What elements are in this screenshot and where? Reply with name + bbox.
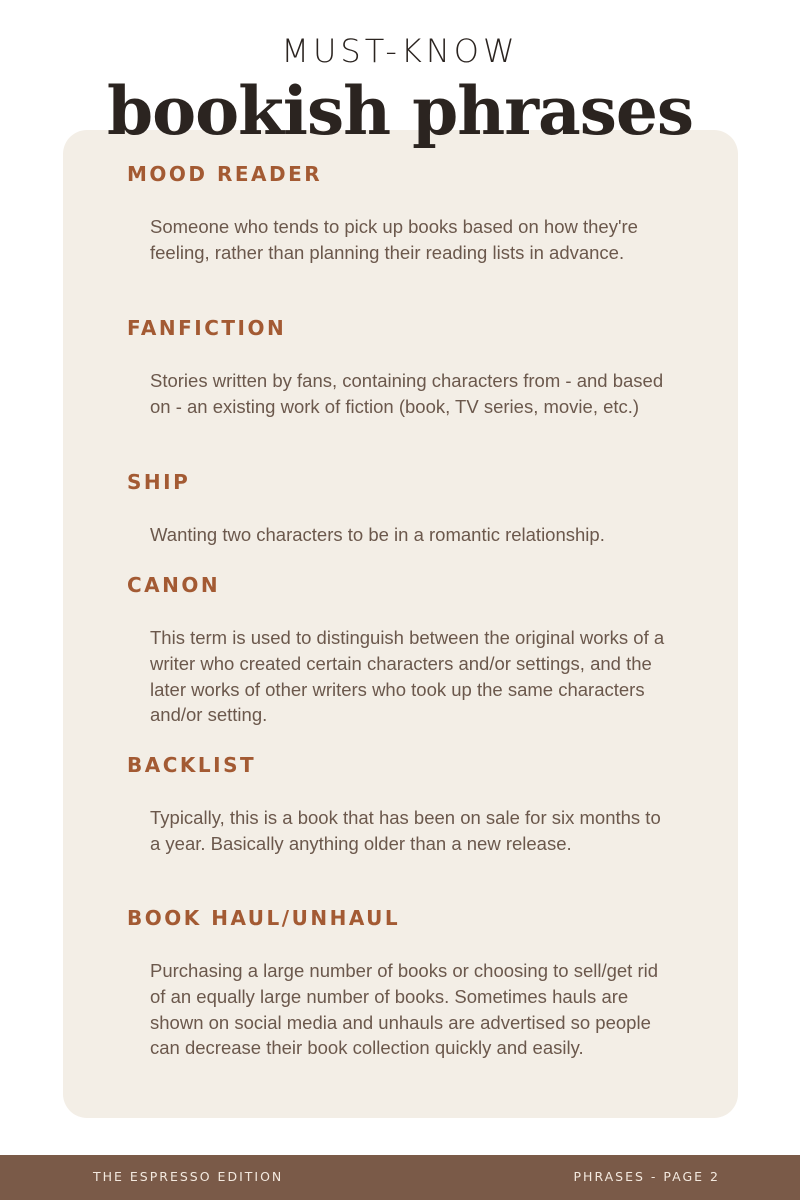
phrase-definition: Wanting two characters to be in a romantic relationship. [150, 524, 605, 545]
footer-edition-label: THE ESPRESSO EDITION [93, 1169, 284, 1184]
phrase-term: BOOK HAUL/UNHAUL [127, 906, 401, 930]
phrase-definition: Someone who tends to pick up books based on how they're feeling, rather than planning their reading lists in advance. [150, 216, 638, 263]
phrase-entry-book-haul-unhaul [127, 905, 687, 1061]
phrase-entry-ship [127, 469, 687, 548]
phrase-definition: Purchasing a large number of books or choosing to sell/get rid of an equally large number of books. Sometimes hauls are shown on social media and unhauls are advertised so people can decrease their book collection quickly and easily. [150, 960, 659, 1059]
phrase-term: MOOD READER [127, 162, 323, 186]
phrase-entry-fanfiction [127, 315, 687, 420]
phrase-term: CANON [127, 573, 221, 597]
phrase-term: FANFICTION [127, 316, 287, 340]
phrase-definition: Typically, this is a book that has been on sale for six months to a year. Basically anything older than a new release. [150, 807, 661, 854]
footer-page-label: PHRASES - PAGE 2 [573, 1169, 720, 1184]
page-subtitle: MUST-KNOW [281, 32, 519, 70]
footer-bar [0, 1155, 800, 1200]
phrase-entry-backlist [127, 752, 687, 857]
page-title: bookish phrases [106, 72, 694, 150]
phrase-term: SHIP [127, 470, 191, 494]
phrase-entry-canon [127, 572, 687, 728]
phrase-definition: This term is used to distinguish between the original works of a writer who created certain characters and/or settings, and the later works of other writers who took up the same characters and/or setting. [150, 627, 665, 726]
phrase-entry-mood-reader [127, 161, 687, 266]
phrase-definition: Stories written by fans, containing characters from - and based on - an existing work of fiction (book, TV series, movie, etc.) [150, 370, 664, 417]
phrase-term: BACKLIST [127, 753, 257, 777]
